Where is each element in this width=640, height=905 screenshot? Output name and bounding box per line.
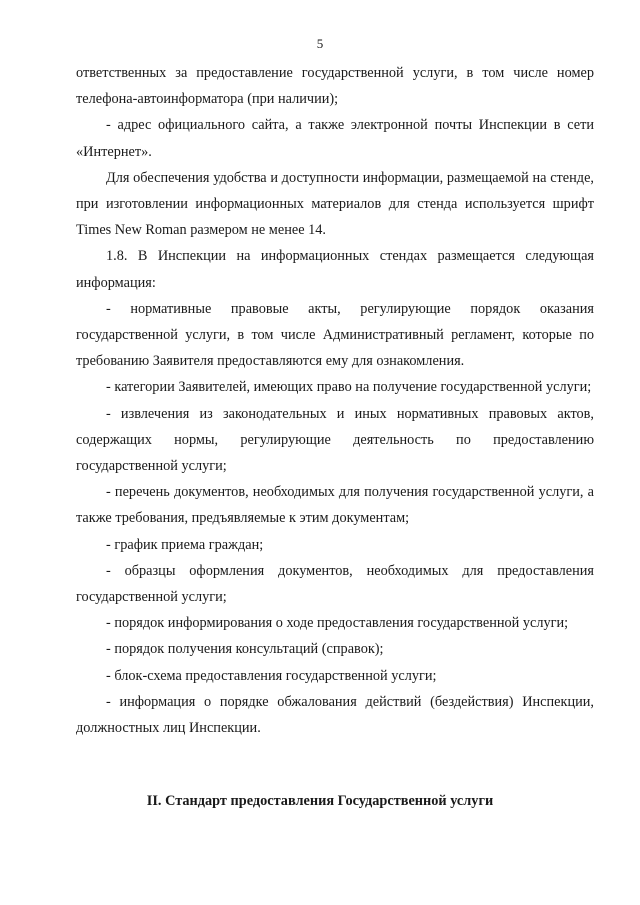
page-number: 5 [316, 36, 324, 51]
list-item-consultations: - порядок получения консультаций (справок); [106, 641, 384, 658]
list-item-website: - адрес официального сайта, а также электронной почты Инспекции в сети «Интернет». [76, 117, 594, 160]
body-text [76, 60, 594, 741]
list-item-document-samples: - образцы оформления документов, необходимых для предоставления государственной услуги; [76, 562, 594, 606]
section-heading: II. Стандарт предоставления Государственной услуги [146, 793, 494, 809]
list-item-flowchart: - блок-схема предоставления государственной услуги; [106, 667, 437, 684]
list-item-progress-info: - порядок информирования о ходе предоставления государственной услуги; [106, 615, 569, 632]
list-item-legal-acts: - нормативные правовые акты, регулирующие порядок оказания государственной услуги, в том числе Административный регламент, которые по требованию Заявителя предоставляются ему для ознакомления. [76, 300, 594, 370]
list-item-appeal-procedure: - информация о порядке обжалования действий (бездействия) Инспекции, должностных лиц Инспекции. [76, 693, 594, 737]
list-item-reception-schedule: - график приема граждан; [106, 536, 264, 553]
paragraph: ответственных за предоставление государственной услуги, в том числе номер телефона-автоинформатора (при наличии); [76, 65, 594, 108]
list-item-legislation-extracts: - извлечения из законодательных и иных нормативных правовых актов, содержащих нормы, регулирующие деятельность по предоставлению государственной услуги; [76, 405, 594, 475]
list-item-documents-list: - перечень документов, необходимых для получения государственной услуги, а также требования, предъявляемые к этим документам; [76, 484, 594, 527]
clause-1-8: 1.8. В Инспекции на информационных стендах размещается следующая информация: [76, 248, 594, 291]
paragraph-stand-font: Для обеспечения удобства и доступности информации, размещаемой на стенде, при изготовлении информационных материалов для стенда используется шрифт Times New Roman размером не менее 14. [76, 169, 594, 239]
list-item-applicant-categories: - категории Заявителей, имеющих право на получение государственной услуги; [106, 379, 592, 396]
